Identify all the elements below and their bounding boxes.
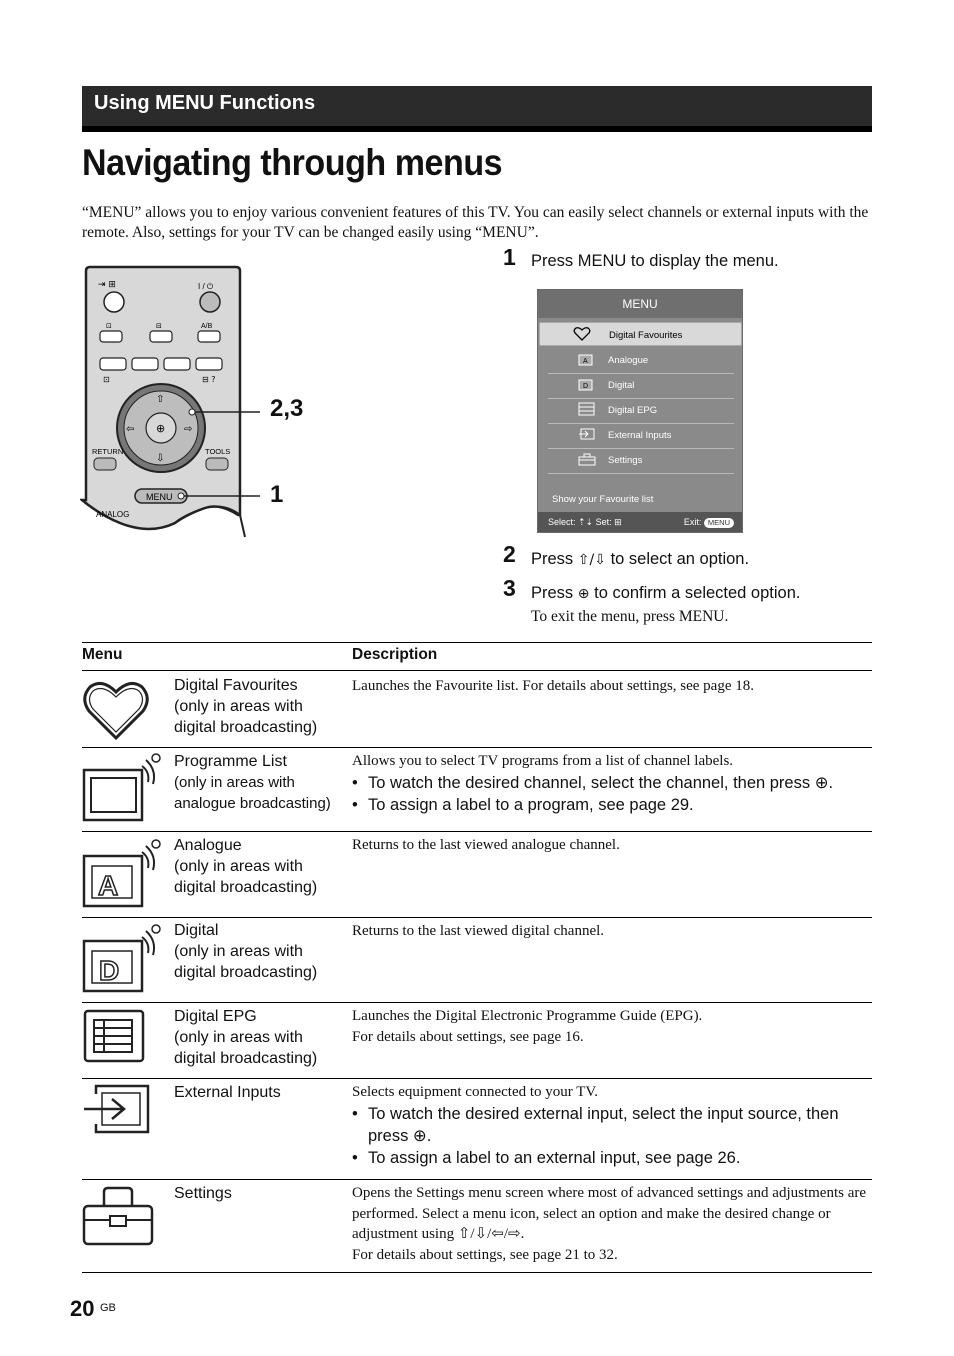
table-row-digital-favourites-desc xyxy=(352,676,867,697)
menu-item-name: Settings xyxy=(174,1185,232,1202)
svg-text:⇩: ⇩ xyxy=(156,453,165,464)
table-row-programme-list-name xyxy=(174,751,349,814)
step-3-post: to confirm a selected option. xyxy=(594,584,801,602)
table-bottom-rule xyxy=(82,1272,872,1273)
table-row-digital-epg-desc xyxy=(352,1006,867,1047)
table-header-menu: Menu xyxy=(82,646,123,663)
table-header-description: Description xyxy=(352,646,438,663)
menu-item-description: Returns to the last viewed analogue channel. xyxy=(352,837,620,853)
menu-screen-item-label: Digital EPG xyxy=(608,405,658,416)
step-3-pre: Press xyxy=(531,584,574,602)
description-bullet: • To assign a label to a program, see page 29. xyxy=(352,794,867,816)
table-row-divider xyxy=(82,917,872,918)
table-row-external-inputs-desc xyxy=(352,1082,867,1169)
menu-pill: MENU xyxy=(704,518,734,528)
page-number: 20 xyxy=(70,1296,95,1321)
menu-item-description: Allows you to select TV programs from a list of channel labels. xyxy=(352,753,734,769)
menu-item-description: Returns to the last viewed digital channel. xyxy=(352,923,605,939)
exit-label: Exit: xyxy=(683,517,702,527)
menu-screen-item-digital-favourites xyxy=(539,322,742,346)
description-bullet: • To assign a label to an external input, see page 26. xyxy=(352,1147,867,1169)
description-bullet: • To watch the desired external input, select the input source, then press ⊕. xyxy=(352,1103,867,1147)
tv-menu-screen xyxy=(537,289,743,533)
menu-item-name: Digital xyxy=(174,922,219,939)
menu-screen-item-label: External Inputs xyxy=(608,430,672,441)
menu-screen-item-label: Settings xyxy=(608,455,643,466)
heart-icon xyxy=(82,676,162,746)
table-row-analogue-desc xyxy=(352,835,867,856)
svg-text:A/B: A/B xyxy=(201,323,213,330)
programme-list-icon xyxy=(82,752,162,822)
table-row-digital-name xyxy=(174,920,349,983)
menu-item-condition: (only in areas with analogue broadcasting) xyxy=(174,774,331,812)
step-2-post: to select an option. xyxy=(610,550,750,568)
table-row-external-inputs-name xyxy=(174,1082,349,1103)
page-locale: GB xyxy=(100,1302,116,1314)
external-input-icon xyxy=(578,427,596,441)
svg-text:⊟: ⊟ xyxy=(156,322,162,330)
svg-text:TOOLS: TOOLS xyxy=(205,447,231,456)
table-row-divider xyxy=(82,670,872,671)
table-row-analogue-name xyxy=(174,835,349,898)
menu-item-description-extra: For details about settings, see page 21 to 32. xyxy=(352,1246,618,1263)
table-row-divider xyxy=(82,1179,872,1180)
table-row-divider xyxy=(82,1078,872,1079)
menu-item-description: Launches the Digital Electronic Programme Guide (EPG). xyxy=(352,1008,703,1024)
menu-item-name: Analogue xyxy=(174,837,242,854)
section-title: Using MENU Functions xyxy=(94,92,316,114)
digital-tv-icon xyxy=(578,377,596,391)
menu-screen-item-label: Analogue xyxy=(608,355,649,366)
menu-item-description: Opens the Settings menu screen where most of advanced settings and adjustments are performed. Select a menu icon, select an option and make the desired change or adjustment using ⇧/⇩/⇦/⇨. xyxy=(352,1185,867,1242)
table-row-settings-desc xyxy=(352,1183,867,1265)
toolbox-icon xyxy=(578,452,596,466)
table-row-divider xyxy=(82,831,872,832)
menu-item-name: Digital EPG xyxy=(174,1008,257,1025)
step-2-text xyxy=(531,550,749,569)
heart-icon xyxy=(573,327,591,341)
menu-screen-item-settings xyxy=(546,448,734,472)
menu-item-description: Launches the Favourite list. For details about settings, see page 18. xyxy=(352,678,754,694)
svg-text:⊡: ⊡ xyxy=(103,375,110,384)
menu-item-condition: (only in areas with digital broadcasting) xyxy=(174,943,318,981)
table-row-programme-list-desc xyxy=(352,751,867,816)
up-down-arrow-icon: ⇧/⇩ xyxy=(577,552,606,568)
menu-item-description: Selects equipment connected to your TV. xyxy=(352,1084,599,1100)
svg-text:D: D xyxy=(99,955,120,986)
menu-item-condition: (only in areas with digital broadcasting) xyxy=(174,698,318,736)
step-1-number: 1 xyxy=(503,244,516,270)
svg-text:⊕: ⊕ xyxy=(156,422,166,435)
svg-text:⊟ ?: ⊟ ? xyxy=(202,375,216,384)
epg-icon xyxy=(578,402,596,416)
description-bullet: • To watch the desired channel, select the channel, then press ⊕. xyxy=(352,772,867,794)
menu-screen-item-digital-epg xyxy=(546,398,734,422)
digital-tv-icon xyxy=(82,923,162,993)
analogue-tv-icon xyxy=(578,352,596,366)
svg-text:I / ⏻: I / ⏻ xyxy=(198,282,214,291)
toolbox-icon xyxy=(82,1186,162,1256)
menu-screen-item-analogue xyxy=(546,348,734,372)
external-input-icon xyxy=(82,1084,162,1154)
callout-step-1: 1 xyxy=(270,481,284,508)
menu-item-name: Programme List xyxy=(174,753,287,770)
step-3-text xyxy=(531,584,800,603)
svg-text:MENU: MENU xyxy=(146,492,173,502)
table-row-digital-epg-name xyxy=(174,1006,349,1069)
step-2-pre: Press xyxy=(531,550,574,568)
table-row-digital-favourites-name xyxy=(174,675,349,738)
menu-screen-title: MENU xyxy=(538,290,742,318)
section-rule xyxy=(82,126,872,132)
menu-screen-item-label: Digital xyxy=(608,380,635,391)
svg-text:A: A xyxy=(583,358,588,365)
table-row-digital-desc xyxy=(352,921,867,942)
menu-screen-exit-hint xyxy=(684,517,734,528)
section-header-bar xyxy=(82,86,872,126)
step-2-number: 2 xyxy=(503,541,516,567)
menu-item-condition: (only in areas with digital broadcasting) xyxy=(174,1029,318,1067)
menu-screen-item-external-inputs xyxy=(546,423,734,447)
analogue-tv-icon xyxy=(82,838,162,908)
svg-text:⇦: ⇦ xyxy=(126,424,135,435)
page-title: Navigating through menus xyxy=(82,142,503,183)
menu-screen-select-hint: Select: ⇡⇣ Set: ⊞ xyxy=(548,517,622,527)
svg-text:⇥ ⊞: ⇥ ⊞ xyxy=(98,280,116,290)
table-row-settings-name xyxy=(174,1183,349,1204)
menu-screen-footer xyxy=(538,512,742,532)
step-1-text: Press MENU to display the menu. xyxy=(531,252,779,270)
menu-screen-item-digital xyxy=(546,373,734,397)
svg-text:RETURN: RETURN xyxy=(92,447,124,456)
svg-text:A: A xyxy=(98,870,119,901)
menu-screen-divider xyxy=(548,473,734,474)
table-row-divider xyxy=(82,747,872,748)
svg-text:⇨: ⇨ xyxy=(184,424,193,435)
svg-text:D: D xyxy=(583,383,589,390)
menu-item-description-extra: For details about settings, see page 16. xyxy=(352,1028,584,1045)
confirm-button-icon: ⊕ xyxy=(577,586,590,602)
menu-screen-item-label: Digital Favourites xyxy=(609,330,683,341)
table-row-divider xyxy=(82,1002,872,1003)
table-top-rule xyxy=(82,642,872,643)
svg-text:⇧: ⇧ xyxy=(156,394,165,405)
menu-item-name: External Inputs xyxy=(174,1084,281,1101)
svg-text:ANALOG: ANALOG xyxy=(96,510,130,519)
step-3-number: 3 xyxy=(503,575,516,601)
intro-paragraph: “MENU” allows you to enjoy various convenient features of this TV. You can easily select channels or external inputs with the remote. Also, settings for your TV can be changed easily using “MENU”. xyxy=(82,204,869,241)
step-3-note: To exit the menu, press MENU. xyxy=(531,608,729,625)
menu-item-condition: (only in areas with digital broadcasting) xyxy=(174,858,318,896)
menu-screen-hint: Show your Favourite list xyxy=(552,494,654,505)
svg-text:⊡: ⊡ xyxy=(106,322,112,330)
menu-item-name: Digital Favourites xyxy=(174,677,298,694)
callout-step-2-3: 2,3 xyxy=(270,395,304,422)
epg-icon xyxy=(82,1008,162,1078)
